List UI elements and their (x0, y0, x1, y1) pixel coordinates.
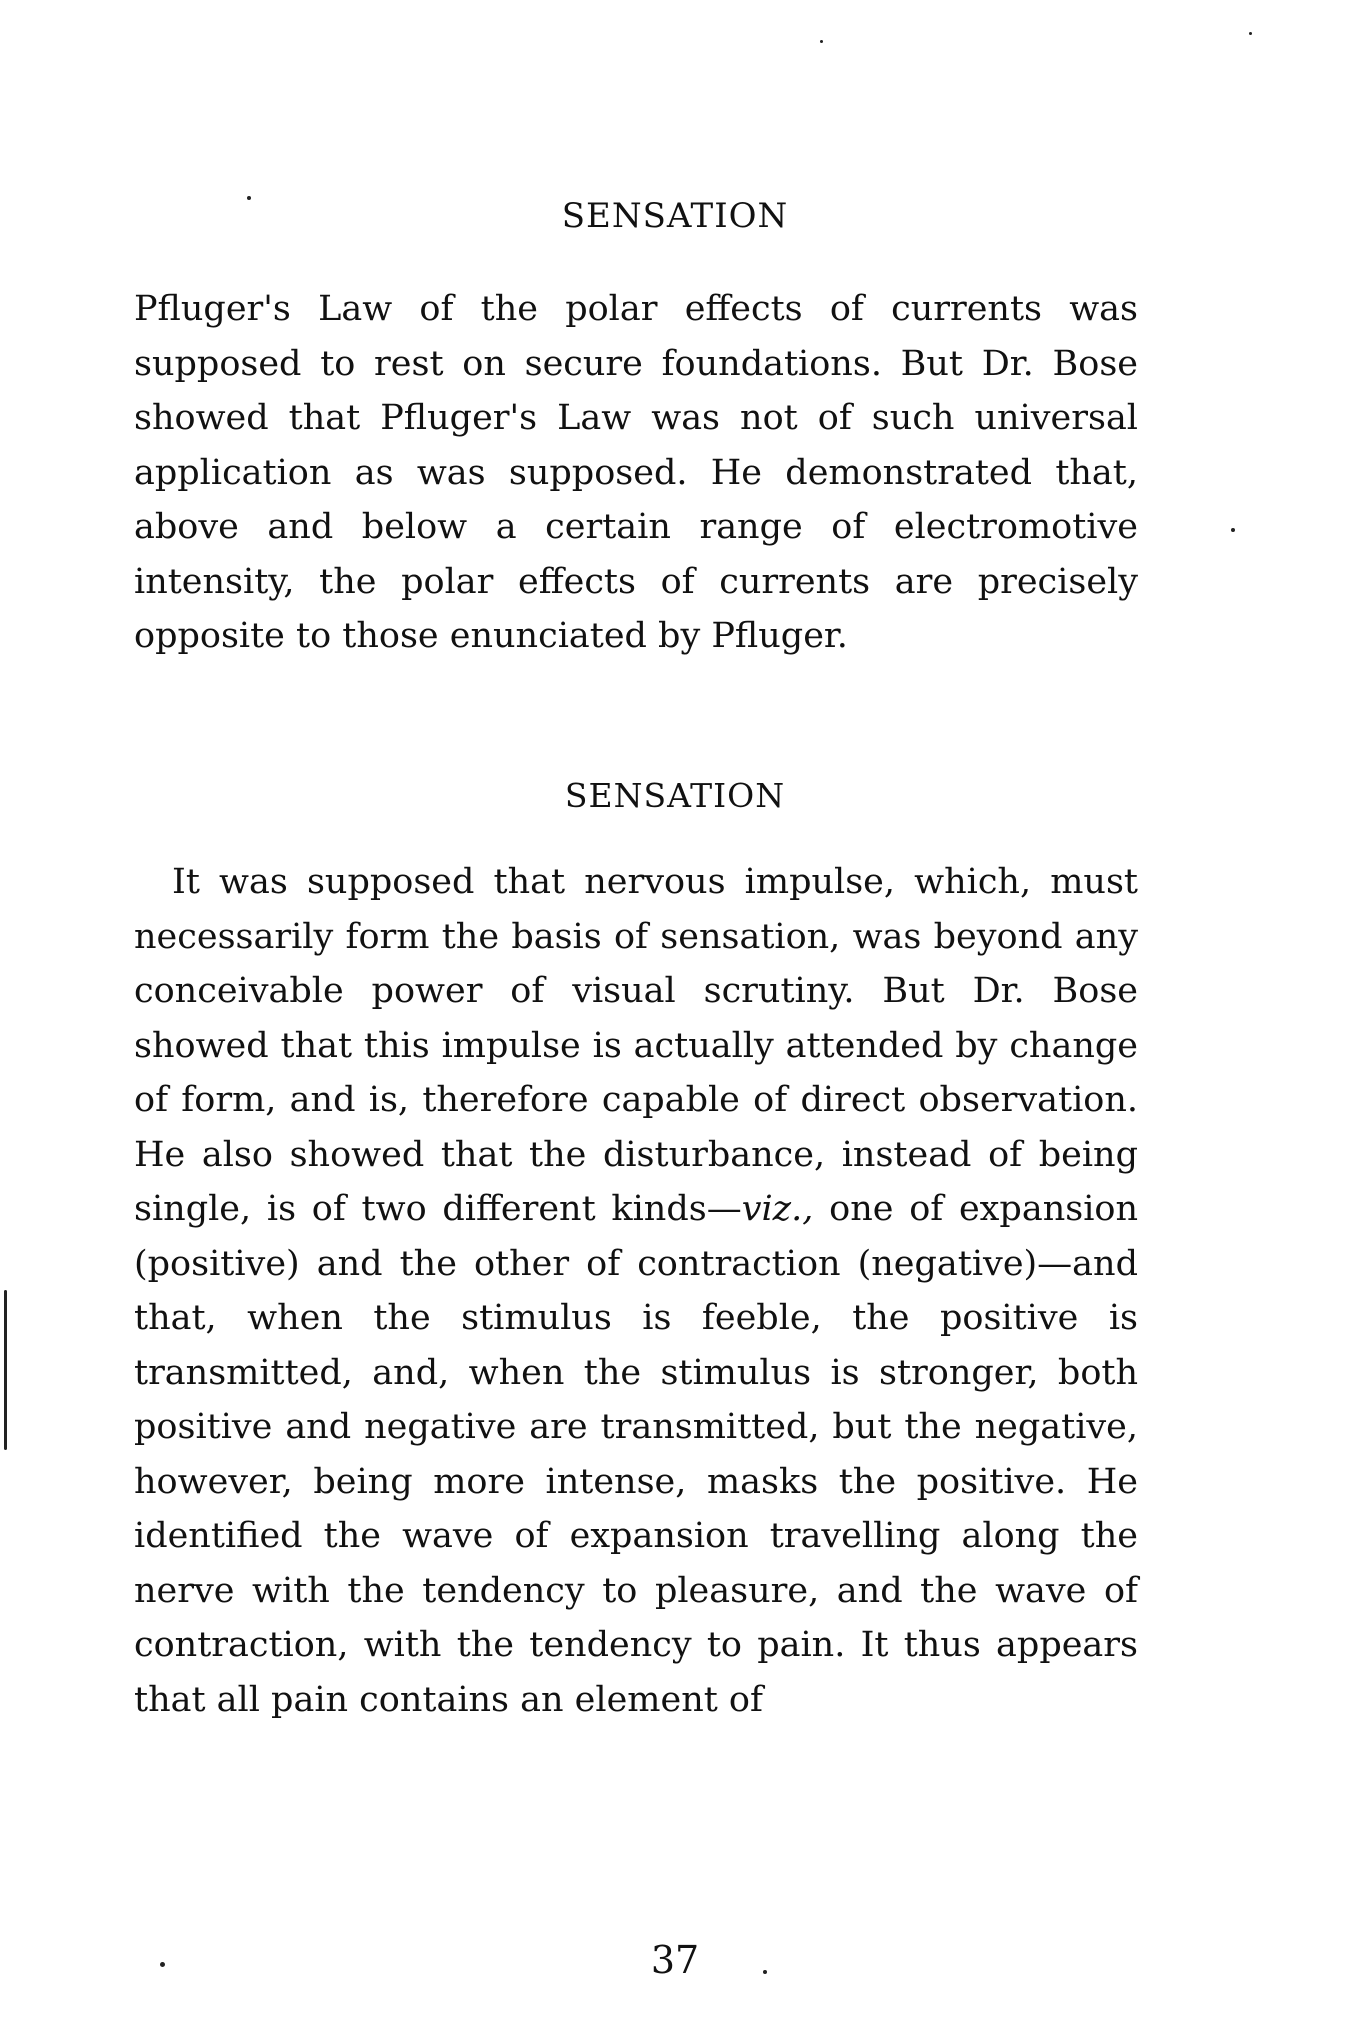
print-speck (820, 40, 823, 43)
paragraph-sensation-text-2: one of expansion (positive) and the other of contraction (negative)—and that, when the stimulus is feeble, the positive is transmitted, and, when the stimulus is stronger, both positive and negative are transmitted, but the negative, however, being more intense, masks the positive. He identified the wave of expansion travelling along the nerve with the tendency to pleasure, and the wave of contraction, with the tendency to pain. It thus appears that all pain contains an element of (134, 1189, 1139, 1720)
section-heading: SENSATION (564, 776, 786, 815)
print-speck (4, 1290, 7, 1450)
print-speck (1249, 32, 1252, 35)
paragraph-sensation-text-1: It was supposed that nervous impulse, which, must necessarily form the basis of sensation, was beyond any conceivable power of visual scrutiny. But Dr. Bose showed that this impulse is actually attended by change of form, and is, therefore capable of direct observation. He also showed that the disturbance, instead of being single, is of two different kinds— (134, 862, 1138, 1229)
print-speck (763, 1970, 767, 1974)
print-speck (247, 196, 251, 200)
print-speck (160, 1962, 165, 1967)
running-head: SENSATION (561, 196, 789, 236)
paragraph-sensation (134, 855, 1138, 1727)
page-number: 37 (650, 1938, 700, 1982)
latin-abbreviation: viz., (741, 1189, 814, 1229)
paragraph-pflugers-law: Pfluger's Law of the polar effects of currents was supposed to rest on secure foundations. But Dr. Bose showed that Pfluger's Law was not of such universal application as was supposed. He demonstrated that, above and below a certain range of electromotive intensity, the polar effects of currents are precisely opposite to those enunciated by Pfluger. (134, 289, 1138, 656)
print-speck (1231, 528, 1235, 532)
